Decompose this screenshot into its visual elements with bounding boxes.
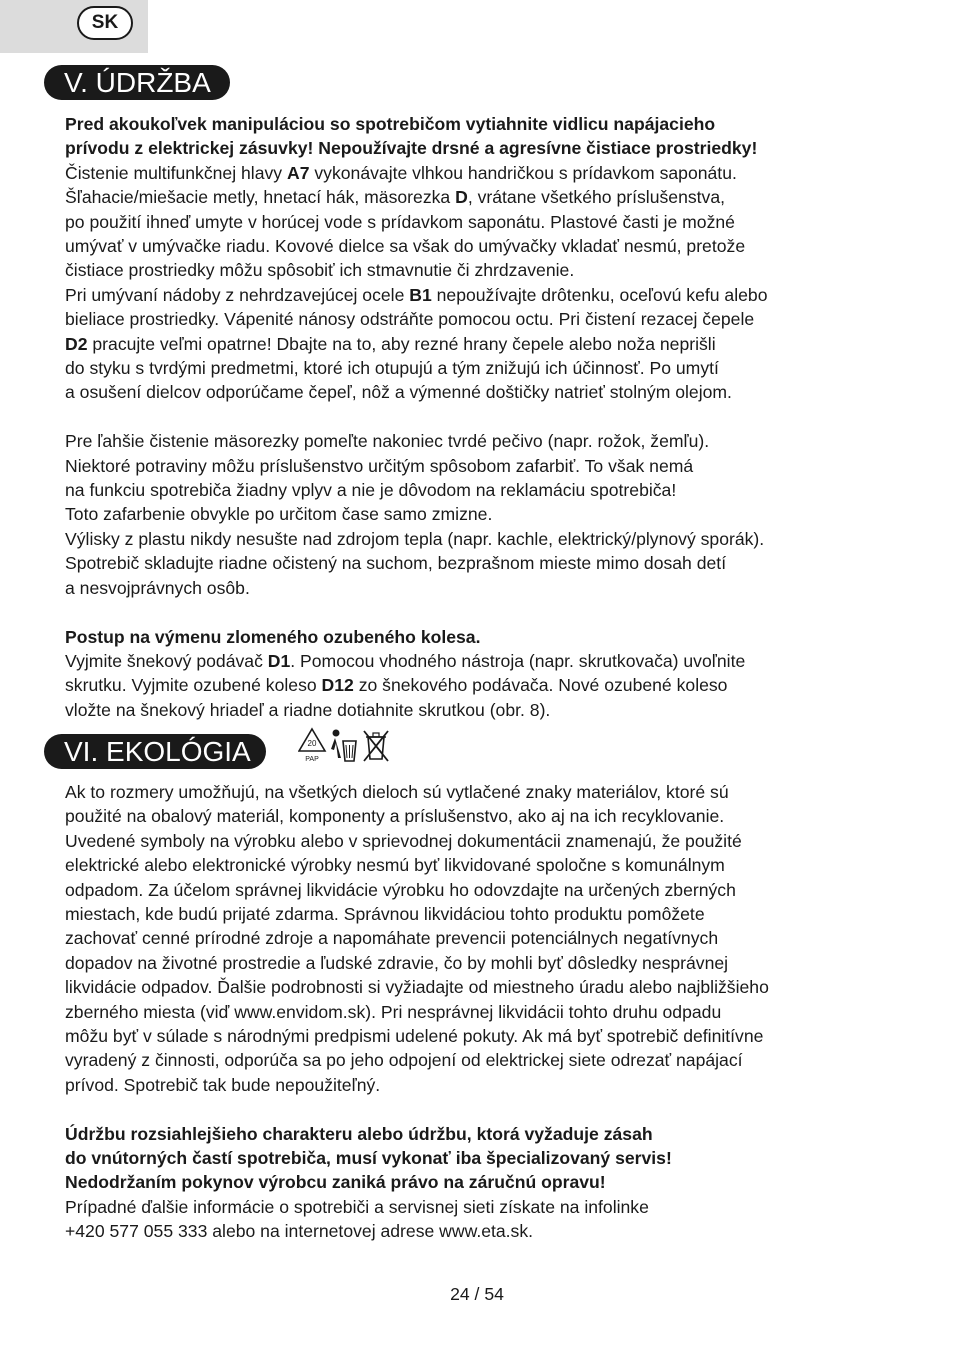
info-line-2: +420 577 055 333 alebo na internetovej adrese www.eta.sk. [65,1221,534,1242]
maintenance-heading: V. ÚDRŽBA [44,65,230,100]
ecology-line-4: elektrické alebo elektronické výrobky nesmú byť likvidované spoločne s komunálnym [65,855,725,876]
maintenance-section [65,112,895,722]
ecology-line-1: Ak to rozmery umožňujú, na všetkých dieloch sú vytlačené znaky materiálov, ktoré sú [65,782,729,802]
ecology-line-12: vyradený z činnosti, odporúča sa po jeho odpojení od elektrickej siete odrezať napájací [65,1050,743,1071]
svg-text:PAP: PAP [305,756,319,763]
accessories-line-4: čistiace prostriedky môžu spôsobiť ich stmavnutie či zhrdzavenie. [65,260,575,281]
svg-text:20: 20 [307,739,317,748]
eco-symbols [298,727,392,765]
ecology-heading: VI. EKOLÓGIA [44,734,266,769]
language-tab [0,0,148,53]
ecology-line-11: môžu byť v súlade s národnými predpismi udelené pokuty. Ak má byť spotrebič definitívne [65,1026,764,1047]
warning-line-1: Pred akoukoľvek manipuláciou so spotrebičom vytiahnite vidlicu napájacieho [65,114,716,134]
gear-line-3: vložte na šnekový hriadeľ a riadne dotiahnite skrutkou (obr. 8). [65,699,551,720]
bowl-line-1: Pri umývaní nádoby z nehrdzavejúcej ocele B1 nepoužívajte drôtenku, oceľovú kefu alebo [65,284,768,305]
head-cleaning-line: Čistenie multifunkčnej hlavy A7 vykonávajte vlhkou handričkou s prídavkom saponátu. [65,162,737,183]
bowl-line-2: bieliace prostriedky. Vápenité nánosy odstráňte pomocou octu. Pri čistení rezacej čepele [65,309,755,330]
crossed-bin-icon [364,731,388,761]
gear-title: Postup na výmenu zlomeného ozubeného kolesa. [65,626,481,647]
accessories-line-1: Šľahacie/miešacie metly, hnetací hák, mäsorezka D, vrátane všetkého príslušenstva, [65,187,726,208]
accessories-line-3: umývať v umývačke riadu. Kovové dielce sa však do umývačky vkladať nesmú, pretože [65,236,746,257]
blade-line-3: a osušení dielcov odporúčame čepeľ, nôž a výmenné doštičky natrieť stolným olejom. [65,382,732,403]
info-line-1: Prípadné ďalšie informácie o spotrebiči a servisnej sieti získate na infolinke [65,1196,649,1217]
ecology-line-9: likvidácie odpadov. Ďalšie podrobnosti si vyžiadajte od miestneho úradu alebo najbližšieho [65,977,769,998]
gear-line-1: Vyjmite šnekový podávač D1. Pomocou vhodného nástroja (napr. skrutkovača) uvoľnite [65,650,746,671]
blade-line-1: D2 pracujte veľmi opatrne! Dbajte na to, aby rezné hrany čepele alebo noža neprišli [65,333,716,354]
recycling-pap-icon [299,729,325,763]
gear-line-2: skrutku. Vyjmite ozubené koleso D12 zo šnekového podávača. Nové ozubené koleso [65,675,728,696]
tidyman-icon [331,730,356,762]
tips-line-7: a nesvojprávnych osôb. [65,577,250,598]
ecology-line-8: dopadov na životné prostredie a ľudské zdravie, čo by mohli byť dôsledky nesprávnej [65,952,729,973]
tips-line-1: Pre ľahšie čistenie mäsorezky pomeľte nakoniec tvrdé pečivo (napr. rožok, žemľu). [65,431,710,452]
language-badge: SK [77,6,133,40]
tips-line-2: Niektoré potraviny môžu príslušenstvo určitým spôsobom zafarbiť. To však nemá [65,455,694,476]
ecology-line-3: Uvedené symboly na výrobku alebo v sprievodnej dokumentácii znamenajú, že použité [65,830,742,851]
service-warning-3: Nedodržaním pokynov výrobcu zaniká právo na záručnú opravu! [65,1172,606,1193]
blade-line-2: do styku s tvrdými predmetmi, ktoré ich otupujú a tým znižujú ich účinnosť. Po umytí [65,358,719,379]
page-number: 24 / 54 [450,1284,504,1304]
tips-line-5: Výlisky z plastu nikdy nesušte nad zdrojom tepla (napr. kachle, elektrický/plynový sporák). [65,528,765,549]
warning-line-2: prívodu z elektrickej zásuvky! Nepoužívajte drsné a agresívne čistiace prostriedky! [65,138,758,159]
ecology-section [65,780,895,1244]
tips-line-4: Toto zafarbenie obvykle po určitom čase samo zmizne. [65,504,493,525]
ecology-line-5: odpadom. Za účelom správnej likvidácie výrobku ho odovzdajte na určených zberných [65,879,736,900]
ecology-line-6: miestach, kde budú prijaté zdarma. Správnou likvidáciou tohto produktu pomôžete [65,904,705,925]
tips-line-3: na funkciu spotrebiča žiadny vplyv a nie je dôvodom na reklamáciu spotrebiča! [65,480,677,501]
ecology-line-7: zachovať cenné prírodné zdroje a napomáhate prevencii potenciálnych negatívnych [65,928,719,949]
ecology-line-10: zberného miesta (viď www.envidom.sk). Pri nesprávnej likvidácii tohto druhu odpadu [65,1001,722,1022]
accessories-line-2: po použití ihneď umyte v horúcej vode s prídavkom saponátu. Plastové časti je možné [65,211,735,232]
ecology-line-13: prívod. Spotrebič tak bude nepoužiteľný. [65,1074,381,1095]
service-warning-1: Údržbu rozsiahlejšieho charakteru alebo údržbu, ktorá vyžaduje zásah [65,1123,653,1144]
tips-line-6: Spotrebič skladujte riadne očistený na suchom, bezprašnom mieste mimo dosah detí [65,553,727,574]
service-warning-2: do vnútorných častí spotrebiča, musí vykonať iba špecializovaný servis! [65,1148,672,1169]
ecology-line-2: použité na obalový materiál, komponenty a príslušenstvo, ako aj na ich recyklovanie. [65,806,725,827]
